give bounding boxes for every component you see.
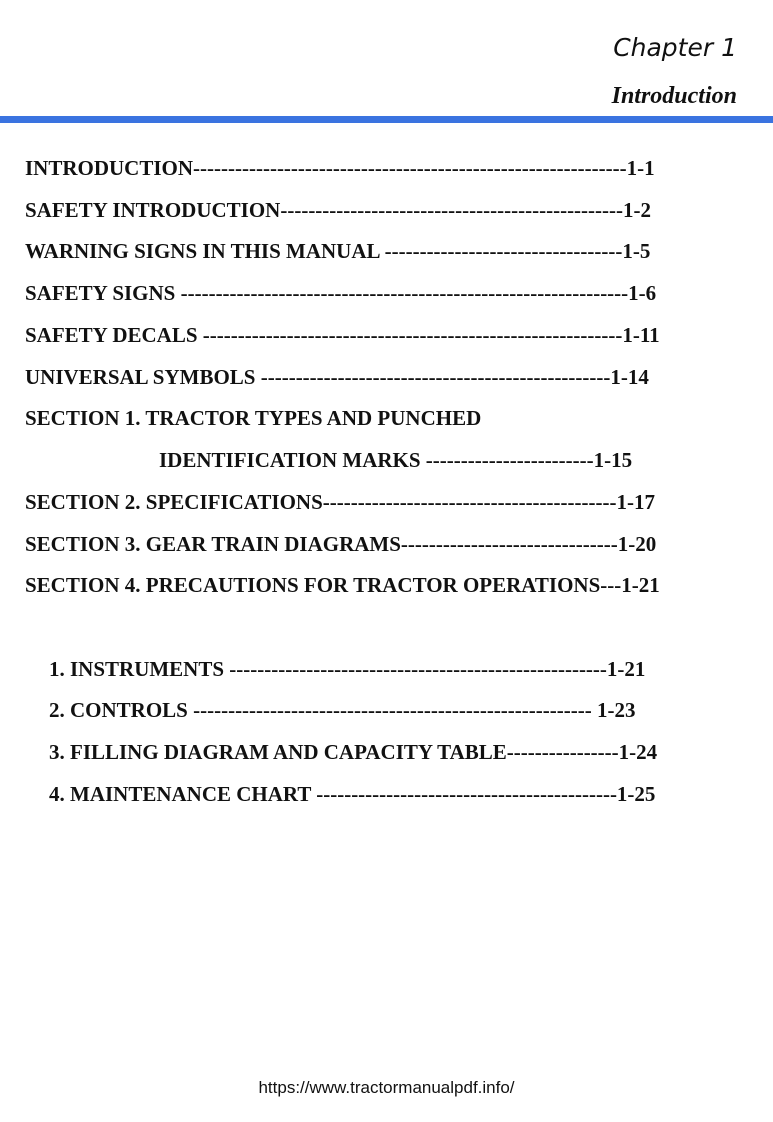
footer-url: https://www.tractormanualpdf.info/ — [258, 1078, 515, 1097]
chapter-label: Chapter 1 — [613, 33, 737, 62]
toc-entry-safety-signs: SAFETY SIGNS ----------------------------------------------------------------1-6 — [25, 281, 657, 305]
toc-entry-controls: 2. CONTROLS --------------------------------------------------------- 1-23 — [49, 698, 636, 722]
toc-entry-introduction: INTRODUCTION--------------------------------------------------------------1-1 — [25, 156, 655, 180]
toc-entry-section-1: SECTION 1. TRACTOR TYPES AND PUNCHED — [25, 406, 482, 430]
toc-entry-section-3: SECTION 3. GEAR TRAIN DIAGRAMS-------------------------------1-20 — [25, 532, 657, 556]
section-title: Introduction — [611, 83, 737, 109]
toc-entry-safety-introduction: SAFETY INTRODUCTION-------------------------------------------------1-2 — [25, 198, 652, 222]
toc-entry-maintenance-chart: 4. MAINTENANCE CHART -------------------------------------------1-25 — [49, 782, 656, 806]
toc-entry-instruments: 1. INSTRUMENTS ------------------------------------------------------1-21 — [49, 657, 646, 681]
toc-entry-section-4: SECTION 4. PRECAUTIONS FOR TRACTOR OPERATIONS---1-21 — [25, 573, 660, 597]
header-rule — [0, 116, 773, 123]
toc-entry-section-1-continued: IDENTIFICATION MARKS ------------------------1-15 — [159, 448, 633, 472]
toc-entry-section-2: SECTION 2. SPECIFICATIONS------------------------------------------1-17 — [25, 490, 655, 514]
toc-entry-safety-decals: SAFETY DECALS ------------------------------------------------------------1-11 — [25, 323, 660, 347]
toc-entry-universal-symbols: UNIVERSAL SYMBOLS --------------------------------------------------1-14 — [25, 365, 649, 389]
toc-entry-warning-signs: WARNING SIGNS IN THIS MANUAL ----------------------------------1-5 — [25, 239, 651, 263]
toc-entry-filling-diagram: 3. FILLING DIAGRAM AND CAPACITY TABLE----------------1-24 — [49, 740, 658, 764]
